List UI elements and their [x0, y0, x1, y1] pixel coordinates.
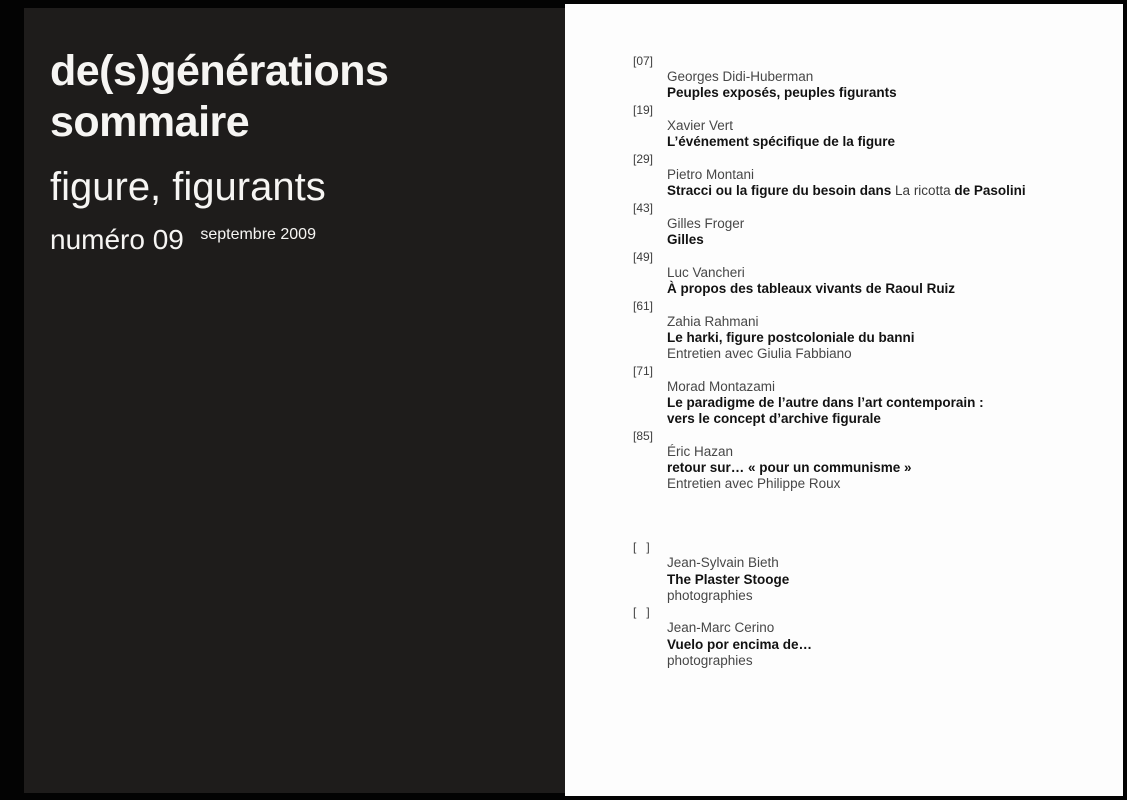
author-name: Jean-Sylvain Bieth [667, 555, 779, 571]
page-number: [49] [633, 249, 654, 264]
page-number: [ ] [633, 605, 650, 620]
author-name: Luc Vancheri [667, 264, 745, 280]
title-segment-bold: retour sur… « pour un communisme » [667, 459, 912, 475]
toc-list [633, 54, 1103, 671]
article-subtitle: Entretien avec Giulia Fabbiano [667, 345, 852, 361]
entry-lines [667, 444, 1103, 493]
article-subtitle: photographies [667, 587, 753, 603]
title-segment-bold: Le paradigme de l’autre dans l’art contemporain : [667, 394, 984, 410]
article-subtitle: photographies [667, 652, 753, 668]
cover-panel [24, 8, 565, 793]
toc-entry [633, 201, 1103, 248]
issue-theme: figure, figurants [50, 165, 326, 209]
page-number: [43] [633, 200, 654, 215]
entry-lines [667, 314, 1103, 363]
page-number: [07] [633, 54, 654, 68]
title-segment-bold: Stracci ou la figure du besoin dans [667, 183, 896, 199]
title-segment-bold: Le harki, figure postcoloniale du banni [667, 329, 915, 345]
entry-lines [667, 265, 1103, 297]
toc-entry [633, 54, 1103, 101]
article-title [667, 460, 1103, 476]
journal-title-line2: sommaire [50, 98, 250, 146]
article-title [667, 637, 1103, 653]
article-subtitle: Entretien avec Philippe Roux [667, 476, 841, 492]
title-segment-bold: Peuples exposés, peuples figurants [667, 85, 897, 101]
issue-number: numéro 09 [50, 224, 184, 255]
author-name: Pietro Montani [667, 166, 755, 182]
entry-lines [667, 555, 1103, 604]
page-number: [71] [633, 363, 654, 378]
author-name: Zahia Rahmani [667, 313, 759, 329]
journal-title [50, 46, 388, 148]
article-title [667, 281, 1103, 297]
title-segment-bold: Vuelo por encima de… [667, 636, 813, 652]
page-number: [ ] [633, 540, 650, 555]
author-name: Georges Didi-Huberman [667, 69, 814, 84]
article-title [667, 183, 1103, 199]
article-title [667, 411, 1103, 427]
title-segment-bold: À propos des tableaux vivants de Raoul Ruiz [667, 280, 956, 296]
entry-lines [667, 167, 1103, 199]
author-name: Morad Montazami [667, 378, 776, 394]
title-segment-bold: de Pasolini [950, 183, 1026, 199]
article-title [667, 232, 1103, 248]
entry-lines [667, 118, 1103, 150]
toc-entry [633, 429, 1103, 493]
article-title [667, 134, 1103, 150]
article-title [667, 395, 1103, 411]
title-segment-bold: Gilles [667, 231, 704, 247]
issue-date: septembre 2009 [200, 226, 316, 243]
title-segment-bold: The Plaster Stooge [667, 571, 790, 587]
entry-lines [667, 620, 1103, 669]
entry-lines [667, 216, 1103, 248]
page-number: [85] [633, 428, 654, 443]
issue-line [50, 224, 388, 256]
author-name: Xavier Vert [667, 117, 734, 133]
toc-entry [633, 299, 1103, 363]
page-number: [19] [633, 102, 654, 117]
author-name: Éric Hazan [667, 443, 734, 459]
title-segment-bold: L’événement spécifique de la figure [667, 134, 896, 150]
entry-lines [667, 69, 1103, 101]
author-name: Gilles Froger [667, 215, 745, 231]
title-segment-bold: vers le concept d’archive figurale [667, 411, 881, 427]
journal-title-line1: de(s)générations [50, 47, 389, 95]
toc-page [565, 4, 1123, 796]
title-segment-regular: La ricotta [895, 183, 951, 199]
article-title [667, 85, 1103, 101]
author-name: Jean-Marc Cerino [667, 620, 775, 636]
toc-entry [633, 540, 1103, 604]
entry-lines [667, 379, 1103, 428]
toc-entry [633, 605, 1103, 669]
toc-entry [633, 152, 1103, 199]
toc-entry [633, 250, 1103, 297]
page-number: [29] [633, 151, 654, 166]
article-title [667, 330, 1103, 346]
page-number: [61] [633, 298, 654, 313]
article-title [667, 572, 1103, 588]
toc-entry [633, 364, 1103, 428]
toc-entry [633, 103, 1103, 150]
cover-text-block [50, 46, 388, 256]
